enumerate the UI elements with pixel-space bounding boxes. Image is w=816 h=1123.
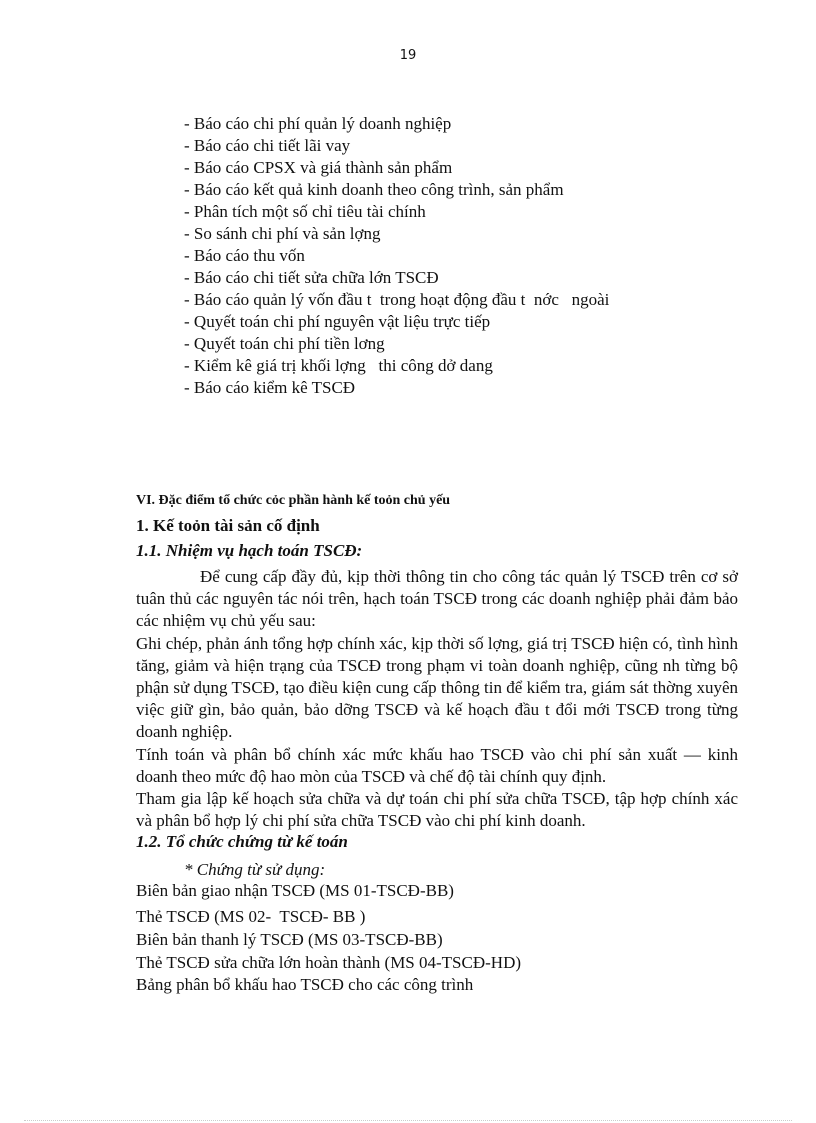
list-item: - Báo cáo CPSX và giá thành sản phẩm: [184, 158, 453, 177]
list-item: - Quyết toán chi phí tiền lơng: [184, 334, 385, 353]
list-item: - Báo cáo kết quả kinh doanh theo công trình, sản phẩm: [184, 180, 564, 199]
page-bottom-rule: [24, 1120, 792, 1121]
document-line: Biên bản thanh lý TSCĐ (MS 03-TSCĐ-BB): [136, 930, 443, 949]
list-item: - Quyết toán chi phí nguyên vật liệu trực tiếp: [184, 312, 491, 331]
page-number: 19: [399, 48, 417, 63]
duty-paragraph: Tính toán và phân bổ chính xác mức khấu hao TSCĐ vào chi phí sản xuất — kinh doanh theo mức độ hao mòn của TSCĐ và chế độ tài chính quy định.: [136, 744, 738, 786]
heading-tasks: 1.1. Nhiệm vụ hạch toán TSCĐ:: [136, 541, 363, 560]
heading-documents: 1.2. Tổ chức chứng từ kế toán: [136, 832, 348, 851]
list-item: - Báo cáo kiểm kê TSCĐ: [184, 378, 356, 397]
duty-paragraph: Ghi chép, phản ánh tổng hợp chính xác, kịp thời số lợng, giá trị TSCĐ hiện có, tình hình tăng, giảm và hiện trạng của TSCĐ trong phạm vi toàn doanh nghiệp, cũng nh từng bộ phận sử dụng TSCĐ, tạo điều kiện cung cấp thông tin để kiểm tra, giám sát thờng xuyên việc giữ gìn, bảo quản, bảo dỡng TSCĐ và kế hoạch đầu t đổi mới TSCĐ trong từng doanh nghiệp.: [136, 633, 738, 742]
document-line: Bảng phân bổ khấu hao TSCĐ cho các công trình: [136, 975, 474, 994]
list-item: - So sánh chi phí và sản lợng: [184, 224, 381, 243]
list-item: - Báo cáo chi phí quản lý doanh nghiệp: [184, 114, 452, 133]
report-list: [184, 113, 609, 399]
document-line: Thẻ TSCĐ (MS 02- TSCĐ- BB ): [136, 907, 366, 926]
list-item: - Báo cáo quản lý vốn đầu t trong hoạt động đầu t nớc ngoài: [184, 290, 610, 309]
list-item: - Kiểm kê giá trị khối lợng thi công dở dang: [184, 356, 493, 375]
duty-paragraph: Tham gia lập kế hoạch sửa chữa và dự toán chi phí sửa chữa TSCĐ, tập hợp chính xác và phân bổ hợp lý chi phí sửa chữa TSCĐ vào chi phí kinh doanh.: [136, 789, 738, 831]
intro-paragraph: Để cung cấp đầy đủ, kịp thời thông tin cho công tác quản lý TSCĐ trên cơ sở tuân thủ các nguyên tác nói trên, hạch toán TSCĐ trong các doanh nghiệp phải đảm bảo các nhiệm vụ chủ yếu sau:: [136, 567, 738, 631]
body-text: [136, 566, 738, 832]
list-item: - Phân tích một số chỉ tiêu tài chính: [184, 202, 426, 221]
document-line: Biên bản giao nhận TSCĐ (MS 01-TSCĐ-BB): [136, 881, 454, 900]
list-item: - Báo cáo thu vốn: [184, 246, 305, 265]
section-heading: VI. Đặc điểm tổ chức cỏc phần hành kế toỏn chủ yếu: [136, 493, 451, 508]
document-line: Thẻ TSCĐ sửa chữa lớn hoàn thành (MS 04-TSCĐ-HD): [136, 953, 522, 972]
documents-label: * Chứng từ sử dụng:: [184, 860, 326, 879]
list-item: - Báo cáo chi tiết lãi vay: [184, 136, 351, 155]
heading-fixed-assets: 1. Kế toỏn tài sản cố định: [136, 516, 320, 535]
list-item: - Báo cáo chi tiết sửa chữa lớn TSCĐ: [184, 268, 439, 287]
